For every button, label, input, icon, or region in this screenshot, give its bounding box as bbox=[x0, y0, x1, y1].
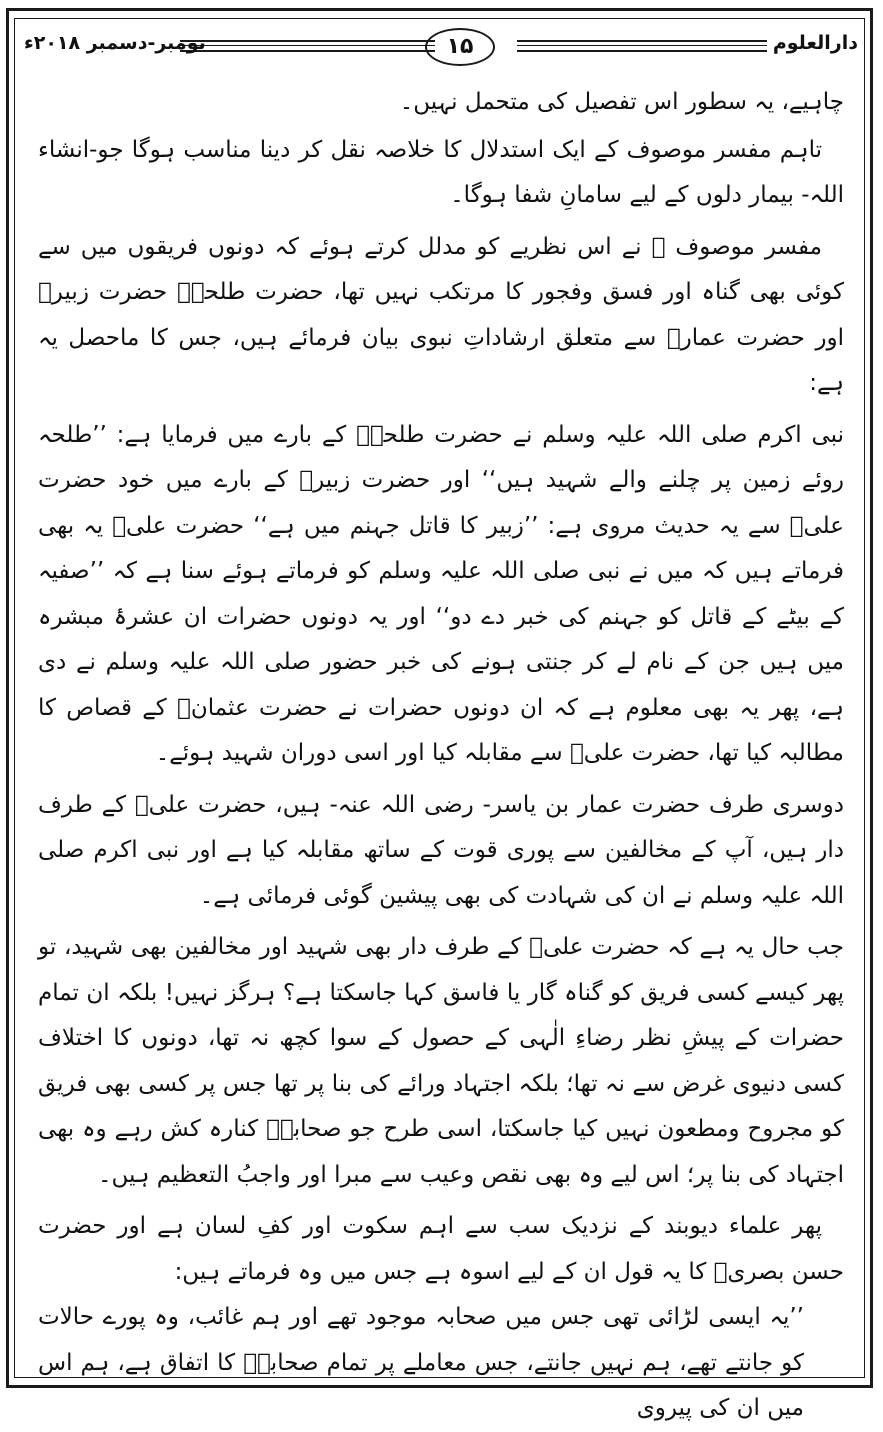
header-rule-right bbox=[517, 40, 767, 52]
paragraph: پھر علماء دیوبند کے نزدیک سب سے اہم سکوت اور کفِ لسان ہے اور حضرت حسن بصریؒ کا یہ قول ان کے لیے اسوہ ہے جس میں وہ فرماتے ہیں: bbox=[38, 1213, 844, 1285]
page-number: ۱۵ bbox=[425, 28, 495, 66]
journal-title: دارالعلوم bbox=[772, 32, 858, 54]
header-rule-left bbox=[180, 40, 435, 52]
article-body bbox=[38, 80, 844, 1432]
running-header bbox=[20, 26, 862, 70]
paragraph: تاہم مفسر موصوف کے ایک استدلال کا خلاصہ نقل کر دینا مناسب ہوگا جو-انشاء اللہ- بیمار دلوں کے لیے سامانِ شفا ہوگا۔ bbox=[38, 136, 844, 208]
paragraph: جب حال یہ ہے کہ حضرت علیؓ کے طرف دار بھی شہید اور مخالفین بھی شہید، تو پھر کیسے کسی فریق کو گناہ گار یا فاسق کہا جاسکتا ہے؟ ہرگز نہیں! بلکہ ان تمام حضرات کے پیشِ نظر رضاءِ الٰہی کے حصول کے سوا کچھ نہ تھا، دونوں کا اختلاف کسی دنیوی غرض سے نہ تھا؛ بلکہ اجتہاد ورائے کی بنا پر تھا جس پر کسی بھی فریق کو مجروح ومطعون نہیں کیا جاسکتا، اسی طرح جو صحابہؓ کنارہ کش رہے وہ بھی اجتہاد کی بنا پر؛ اس لیے وہ بھی نقص وعیب سے مبرا اور واجبُ التعظیم ہیں۔ bbox=[38, 934, 844, 1188]
paragraph: مفسر موصوف ؒ نے اس نظریے کو مدلل کرتے ہوئے کہ دونوں فریقوں میں سے کوئی بھی گناہ اور فسق وفجور کا مرتکب نہیں تھا، حضرت طلحہؓ حضرت زبیرؓ اور حضرت عمارؓ سے متعلق ارشاداتِ نبوی بیان فرمائے ہیں، جس کا ماحصل یہ ہے: bbox=[38, 233, 844, 396]
issue-date: نومبر-دسمبر ۲۰۱۸ء bbox=[24, 32, 206, 54]
paragraph: چاہیے، یہ سطور اس تفصیل کی متحمل نہیں۔ bbox=[399, 89, 844, 115]
block-quote: ’’یہ ایسی لڑائی تھی جس میں صحابہ موجود تھے اور ہم غائب، وہ پورے حالات کو جانتے تھے، ہم نہیں جانتے، جس معاملے پر تمام صحابہؓ کا اتفاق ہے، ہم اس میں ان کی پیروی bbox=[38, 1304, 804, 1421]
paragraph: دوسری طرف حضرت عمار بن یاسر- رضی اللہ عنہ- ہیں، حضرت علیؓ کے طرف دار ہیں، آپ کے مخالفین سے پوری قوت کے ساتھ مقابلہ کیا ہے اور نبی اکرم صلی اللہ علیہ وسلم نے ان کی شہادت کی بھی پیشین گوئی فرمائی ہے۔ bbox=[38, 791, 844, 909]
paragraph: نبی اکرم صلی اللہ علیہ وسلم نے حضرت طلحہؓ کے بارے میں فرمایا ہے: ’’طلحہ روئے زمین پر چلنے والے شہید ہیں‘‘ اور حضرت زبیرؓ کے بارے میں خود حضرت علیؓ سے یہ حدیث مروی ہے: ’’زبیر کا قاتل جہنم میں ہے‘‘ حضرت علیؓ یہ بھی فرماتے ہیں کہ میں نے نبی صلی اللہ علیہ وسلم کو فرماتے ہوئے سنا ہے کہ ’’صفیہ کے بیٹے کے قاتل کو جہنم کی خبر دے دو‘‘ اور یہ دونوں حضرات ان عشرۂ مبشرہ میں ہیں جن کے نام لے کر جنتی ہونے کی خبر حضور صلی اللہ علیہ وسلم نے دی ہے، پھر یہ بھی معلوم ہے کہ ان دونوں حضرات نے حضرت عثمانؓ کے قصاص کا مطالبہ کیا تھا، حضرت علیؓ سے مقابلہ کیا اور اسی دوران شہید ہوئے۔ bbox=[38, 421, 844, 766]
